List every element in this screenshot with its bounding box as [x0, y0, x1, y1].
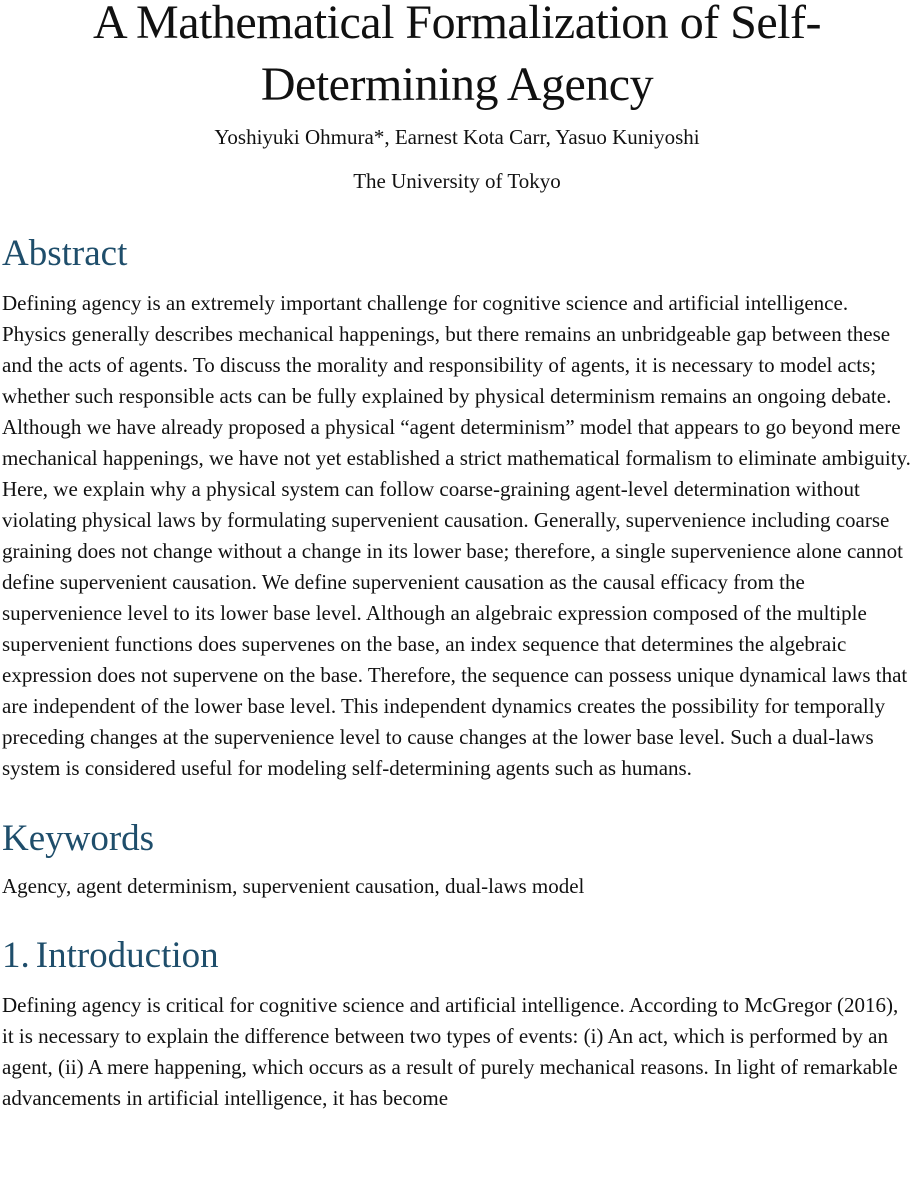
abstract-heading: Abstract [2, 233, 128, 274]
abstract-text: Defining agency is an extremely important challenge for cognitive science and artificial intelligence. Physics generally describes mechanical happenings, but there remains an unbridgeable gap between these and the acts of agents. To discuss the morality and responsibility of agents, it is necessary to model acts; whether such responsible acts can be fully explained by physical determinism remains an ongoing debate. Although we have already proposed a physical “agent determinism” model that appears to go beyond mere mechanical happenings, we have not yet established a strict mathematical formalism to eliminate ambiguity. Here, we explain why a physical system can follow coarse-graining agent-level determination without violating physical laws by formulating supervenient causation. Generally, supervenience including coarse graining does not change without a change in its lower base; therefore, a single supervenience alone cannot define supervenient causation. We define supervenient causation as the causal efficacy from the supervenience level to its lower base level. Although an algebraic expression composed of the multiple supervenient functions does supervenes on the base, an index sequence that determines the algebraic expression does not supervene on the base. Therefore, the sequence can possess unique dynamical laws that are independent of the lower base level. This independent dynamics creates the possibility for temporally preceding changes at the supervenience level to cause changes at the lower base level. Such a dual-laws system is considered useful for modeling self-determining agents such as humans. [2, 291, 911, 780]
introduction-text: Defining agency is critical for cognitive science and artificial intelligence. According to McGregor (2016), it is necessary to explain the difference between two types of events: (i) An act, which is performed by an agent, (ii) A mere happening, which occurs as a result of purely mechanical reasons. In light of remarkable advancements in artificial intelligence, it has become [2, 993, 899, 1110]
affiliation: The University of Tokyo [353, 169, 561, 193]
keywords-heading: Keywords [2, 818, 155, 859]
introduction-heading [2, 934, 912, 978]
section-number: 1. [2, 935, 30, 976]
keywords-text: Agency, agent determinism, supervenient causation, dual-laws model [2, 874, 585, 898]
section-title: Introduction [35, 935, 219, 976]
author-list: Yoshiyuki Ohmura*, Earnest Kota Carr, Yasuo Kuniyoshi [214, 125, 700, 149]
paper-page [2, 0, 912, 1114]
paper-title: A Mathematical Formalization of Self-Determining Agency [93, 0, 821, 111]
